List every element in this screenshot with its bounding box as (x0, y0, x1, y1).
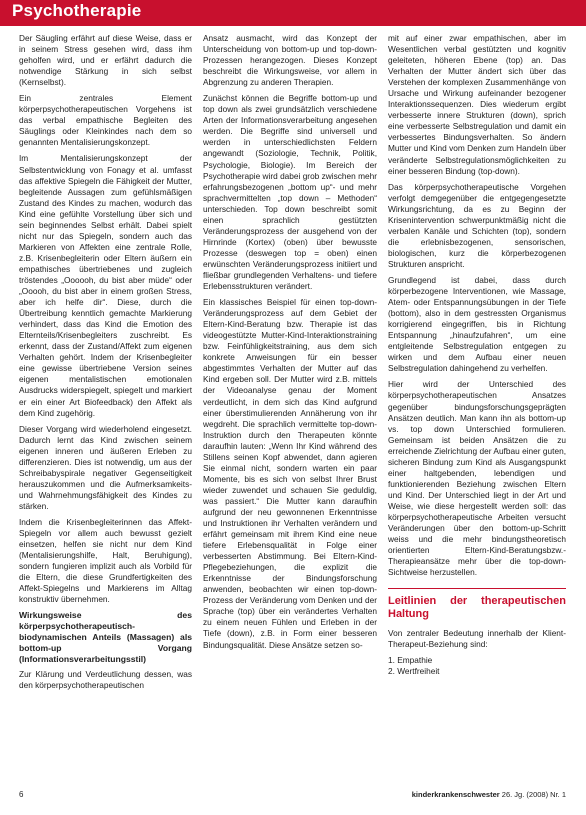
section-title: Psychotherapie (12, 1, 142, 20)
column-2 (203, 33, 377, 656)
paragraph: Dieser Vorgang wird wiederholend eingesetzt. Dadurch lernt das Kind zwischen seinem eigenen inneren und äußeren Erleben zu differenzieren. Dies ist notwendig, um aus der Schreibabyspirale negativer Gegenseitigkeit herauszukommen und die Aufmerksamkeits- und Wahrnehmungsfähigkeit des Kindes zu stärken. (19, 423, 192, 511)
paragraph: Im Mentalisierungskonzept der Selbstentwicklung von Fonagy et al. umfasst das affektive Spiegeln die Fähigkeit der Mutter, begleitende Aussagen zum gefühlsmäßigen Zustand des Kindes zu machen, wodurch das Kind eine gefühlte Vorstellung über sich und sein beginnendes Selbst erhält. Dabei spielt nicht nur das Spiegeln, sondern auch das Markieren von Affekten eine zentrale Rolle, z.B. Krisenbegleiterin oder Eltern äußern ein empathisches übertriebenes und zugleich tröstendes „Oooooh, du bist aber müde“ oder „Ooooh, du bist aber in einem großen Stress, aber ich helfe dir“. Diese, durch die Übertreibung kenntlich gemachte Markierung verhindert, dass das Kind die Emotion des Elternteils/Krisenbegleiters zuschreibt. Es erkennt, dass der Zustand/Affekt zum eigenen Verhalten gehört. Indem der Krisenbegleiter eine gewisse übertriebene Version seines eigenen mentalistischen emotionalen Ausdrucks widerspiegelt, spiegelt und markiert er ein einer Art Biofeedback) den Affekt als dem Kind zugehörig. (19, 153, 192, 418)
section-heading: Leitlinien der therapeutischen Haltung (388, 595, 566, 621)
column-1 (19, 33, 192, 696)
journal-footer (388, 790, 566, 799)
list-item: 2. Wertfreiheit (388, 666, 440, 677)
paragraph: Ein zentrales Element körperpsychotherapeutischen Vorgehens ist das verbal empathische Begleiten des Säuglings oder Kleinkindes nach dem so genannten Mentalisierungskonzept. (19, 93, 192, 148)
journal-issue: 26. Jg. (2008) Nr. 1 (501, 790, 566, 799)
paragraph: Ein klassisches Beispiel für einen top-down-Veränderungsprozess auf dem Gebiet der Eltern-Kind-Beratung bzw. Therapie ist das videogestützte Mutter-Kind-Interaktionstraining bzw. Feinfühligkeitstraining, aus dem sich konkrete Anweisungen für ein besser abgestimmtes Verhalten der Mutter auf das Kind ergeben soll. Der Mutter wird z.B. mittels der Videoanalyse genau der Moment verdeutlicht, in dem sich das Kind aufgrund einer überstimulierenden Annäherung von ihr wegdreht. Die sprachlich vermittelte top-down-Instruktion durch den Therapeuten könnte daraufhin lauten: „Wenn Ihr Kind während des Stillens seinen Kopf abwendet, dann agieren Sie einmal nicht, sondern warten ein paar Momente, bis es sich von selbst Ihrer Brust wieder zuwendet und schauen Sie geduldig, was passiert.“ Die Mutter kann daraufhin aufgrund der neu gewonnenen Erkenntnisse und Instruktionen ihr Verhalten verändern und erfährt gemeinsam mit ihrem Kind eine neue tiefere Erlebensqualität in Folge einer verbesserten Abstimmung. Bei Eltern-Kind-Pflegebeziehungen, die explizit die Erkenntnisse der Bindungsforschung anwenden, beobachten wir einen top-down-Prozess der Veränderung vom Denken und der Sprache (top) über ein verändertes Verhalten zu einem neuen Fühlen und Erleben in der Tiefe (down), z.B. in Form einer besseren Bindungsqualität. Diese Ansätze setzen so- (203, 297, 377, 650)
paragraph: Zur Klärung und Verdeutlichung dessen, was den körperpsychotherapeutischen (19, 669, 192, 691)
paragraph: Hier wird der Unterschied des körperpsychotherapeutischen Ansatzes gegenüber bindungsforschungsgeprägten Ansätzen deutlich. Man kann ihn als bottom-up vs. top down Unterschied formulieren. Gemeinsam ist beiden Ansätzen die zu erreichende Zielrichtung der Aufbau einer guten, sicheren Bindung zum Kind als Ausgangspunkt einer haltgebenden, lebendigen und funktionierenden Beziehung zwischen Eltern und Kind. Der Unterschied liegt in der Art und Weise, wie diese hergestellt werden soll: das körperpsychotherapeutische Arbeiten versucht Veränderungen über den bottom-up-Schritt weiss und die mehr bindungstheoretisch orientierten Eltern-Kind-Beratungsbzw.-Therapieansätze mehr über die top-down-Sichtweise herzustellen. (388, 379, 566, 578)
paragraph: mit auf einer zwar empathischen, aber im Wesentlichen verbal gestützten und kognitiv geleiteten, höheren Ebene (top) an. Das Verhalten der Mutter ändert sich über das Verstehen der komplexen Zusammenhänge von Ursache und Wirkung aufeinander bezogener Interaktionssequenzen. Dies wiederum ergibt verbesserte innere Strukturen (down), sprich eine verbesserte Selbstregulation und damit ein verbessertes Bindungsverhalten. So ändern Mutter und Kind vom Denken zum Handeln über veränderte Selbstregulationsmöglichkeiten zu einer besseren Bindung (top-down). (388, 33, 566, 176)
paragraph: Zunächst können die Begriffe bottom-up und top down als zwei grundsätzlich verschiedene Arten der Informationsverarbeitung angesehen werden. Die Begriffe sind universell und werden in unterschiedlichsten Feldern angewandt (Soziologie, Technik, Politik, Psychologie, Biologie). Im Bereich der Psychotherapie wird dabei grob zwischen mehr erfahrungsbezogenen „bottom up“- und mehr sprachvermittelten „top down – Methoden“ unterschieden. Top down beschreibt somit einen sprachlich gestützten Veränderungsprozess der ausgehend von der Hirnrinde (Kortex) (oben) über bewusste Prozesse (deswegen top = oben) einen erwünschten Veränderungsprozess initiiert und fließbar grundlegenden Verhaltens- und tiefere Erlebensstrukturen verändert. (203, 93, 377, 292)
paragraph: Indem die Krisenbegleiterinnen das Affekt-Spiegeln vor allem auch bewusst gezielt einsetzen, helfen sie nicht nur dem Kind (Mentalisierungshilfe, Halt, Beruhigung), sondern fungieren implizit auch als Vorbild für die Eltern, die diese Grundfertigkeiten des Affekt-Spiegelns und Markierens im Alltag konstruktiv übernehmen. (19, 516, 192, 605)
paragraph: Das körperpsychotherapeutische Vorgehen verfolgt demgegenüber die entgegengesetzte Wirkungsrichtung, da es zu Beginn der Krisenintervention schwerpunktmäßig nicht die verbalen Kanäle und Schichten (top), sondern die erlebnisbezogenen, sensorischen, biologischen, kurz die körperbezogenen Strukturen anspricht. (388, 181, 566, 269)
paragraph: Der Säugling erfährt auf diese Weise, dass er in seinem Stress gesehen wird, dass ihm geholfen wird, und er erfährt dadurch die notwendige Stärkung in sich selbst (Kernselbst). (19, 33, 192, 88)
section-divider (388, 588, 566, 589)
list-item: 1. Empathie (388, 655, 433, 666)
journal-name: kinderkrankenschwester (411, 790, 500, 799)
paragraph: Grundlegend ist dabei, dass durch körperbezogene Interventionen, wie Massage, Atem- oder Entspannungsübungen in der Tiefe (bottom), also in dem gestressten Organismus korrigierend eingegriffen, bis in Richtung Entspannung „hinaufzufahren“, um eine entgleitende Selbstregulation entgegen zu wirken und dem Aufbau einer neuen Selbstregulation dahingehend zu verhelfen. (388, 274, 566, 374)
subheading: Wirkungsweise des körperpsychotherapeutisch-biodynamischen Anteils (Massagen) als bottom-up Vorgang (Informationsverarbeitungsstil) (19, 610, 192, 665)
paragraph: Von zentraler Bedeutung innerhalb der Klient-Therapeut-Beziehung sind: (388, 628, 566, 650)
header-bar (0, 0, 586, 26)
page-number: 6 (19, 790, 24, 799)
column-3 (388, 33, 566, 677)
paragraph: Ansatz ausmacht, wird das Konzept der Unterscheidung von bottom-up und top-down-Prozessen herangezogen. Dieses Konzept beschreibt die Wirkungsweise, vor allem in Abgrenzung zu anderen Therapien. (203, 33, 377, 88)
